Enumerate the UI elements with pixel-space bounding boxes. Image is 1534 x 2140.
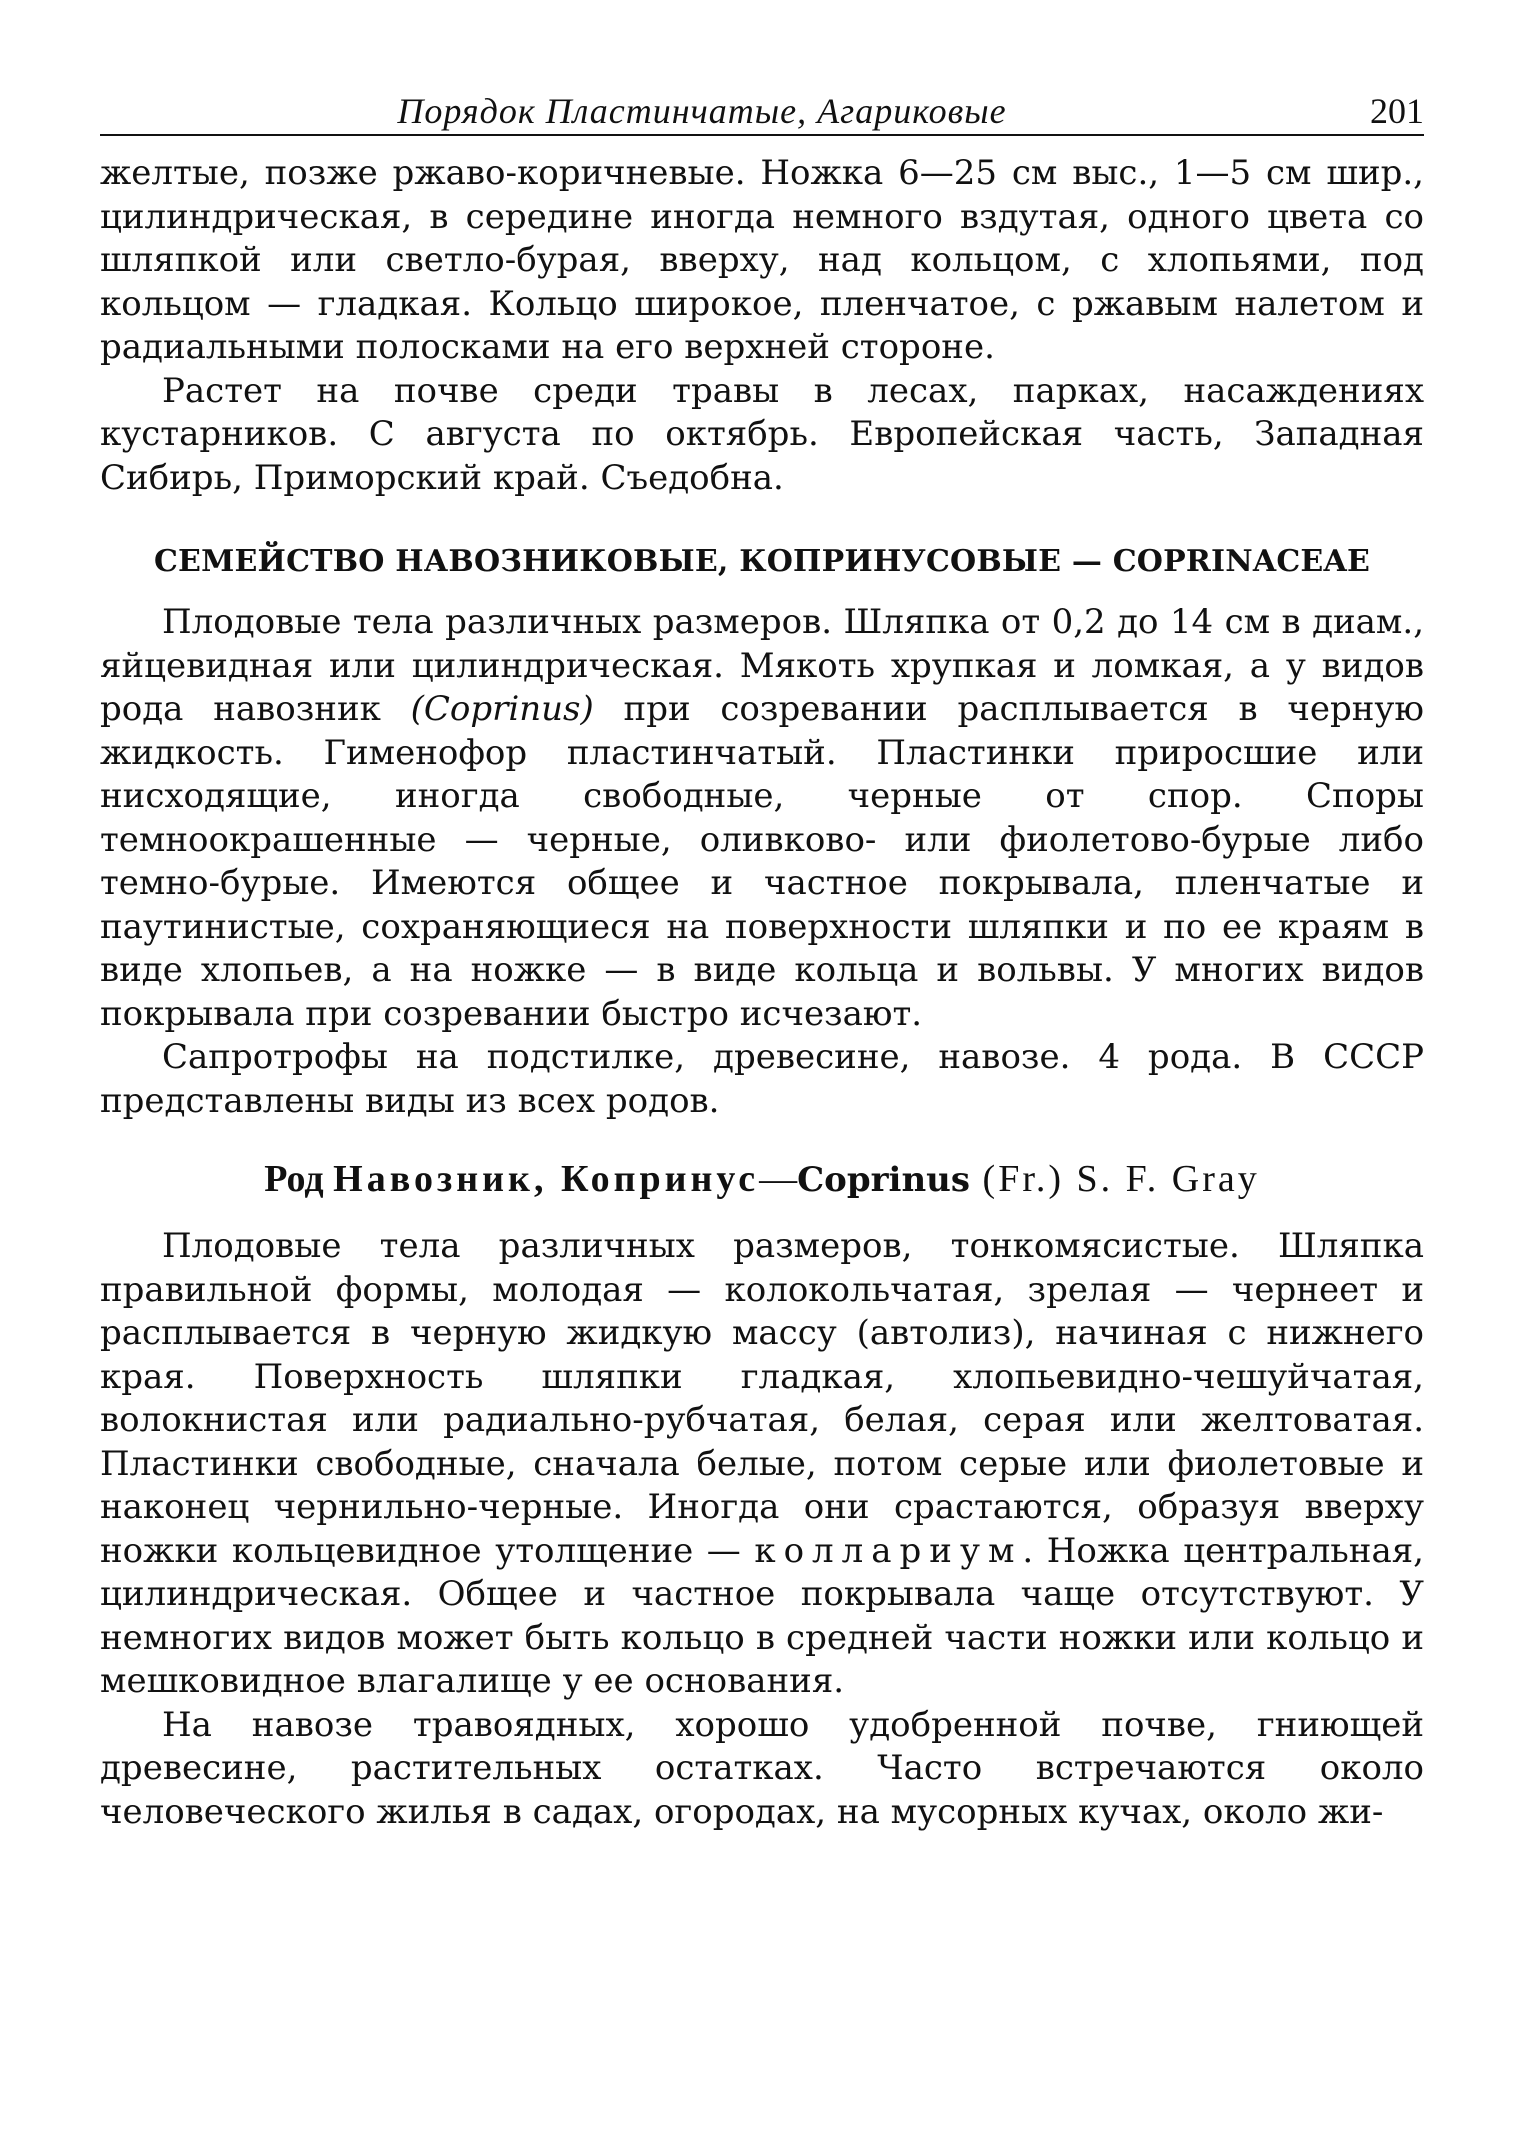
continued-paragraph: желтые, позже ржаво-коричневые. Ножка 6—25 см выс., 1—5 см шир., цилиндрическая, в середине иногда немного вздутая, одного цвета со шляпкой или светло-бурая, вверху, над кольцом, с хлопьями, под кольцом — гладкая. Кольцо широкое, пленчатое, с ржавым налетом и радиальными полосками на его верхней стороне.	[100, 153, 1424, 367]
genus-name: Навозник, Копринус	[333, 1158, 760, 1200]
genus-prefix: Род	[264, 1158, 334, 1200]
genus-heading	[100, 1157, 1424, 1201]
family-heading: СЕМЕЙСТВО НАВОЗНИКОВЫЕ, КОПРИНУСОВЫЕ — COPRINACEAE	[153, 544, 1371, 579]
genus-author: (Fr.) S. F. Gray	[970, 1158, 1260, 1200]
family-ecology: Сапротрофы на подстилке, древесине, навозе. 4 рода. В СССР представлены виды из всех родов.	[100, 1037, 1424, 1121]
page-number: 201	[1370, 91, 1424, 131]
genus-description	[100, 1225, 1424, 1704]
habitat-paragraph: Растет на почве среди травы в лесах, парках, насаждениях кустарников. С августа по октябрь. Европейская часть, Западная Сибирь, Приморский край. Съедобна.	[100, 370, 1424, 498]
genus-desc-text-1: Плодовые тела различных размеров, тонкомясистые. Шляпка правильной формы, молодая — колокольчатая, зрелая — чернеет и расплывается в черную жидкую массу (автолиз), начиная с нижнего края. Поверхность шляпки гладкая, хлопьевидно-чешуйчатая, волокнистая или радиально-рубчатая, белая, серая или желтоватая. Пластинки свободные, сначала белые, потом серые или фиолетовые и наконец чернильно-черные. Иногда они срастаются, образуя вверху ножки кольцевидное утолщение —	[100, 1226, 1424, 1571]
genus-dash: —	[759, 1158, 798, 1200]
running-title: Порядок Пластинчатые, Агариковые	[397, 91, 1007, 131]
family-desc-text-2: при созревании расплывается в черную жидкость. Гименофор пластинчатый. Пластинки приросшие или нисходящие, иногда свободные, черные от спор. Споры темноокрашенные — черные, оливково- или фиолетово-бурые либо темно-бурые. Имеются общее и частное покрывала, пленчатые и паутинистые, сохраняющиеся на поверхности шляпки и по ее краям в виде хлопьев, а на ножке — в виде кольца и вольвы. У многих видов покрывала при созревании быстро исчезают.	[100, 689, 1425, 1034]
family-description	[100, 601, 1424, 1036]
genus-latin-italic: (Coprinus)	[410, 689, 594, 729]
genus-desc-text-2: . Ножка центральная, цилиндрическая. Общее и частное покрывала чаще отсутствуют. У немногих видов может быть кольцо в средней части ножки или кольцо и мешковидное влагалище у ее основания.	[100, 1530, 1424, 1701]
running-header	[100, 88, 1424, 136]
collarium-term: коллариум	[754, 1530, 1023, 1571]
family-desc-text-1: Плодовые тела различных размеров. Шляпка от 0,2 до 14 см в диам., яйцевидная или цилиндрическая. Мякоть хрупкая и ломкая, а у видов рода навозник	[100, 602, 1424, 729]
genus-latin-name: Coprinus	[797, 1160, 971, 1200]
genus-habitat: На навозе травоядных, хорошо удобренной почве, гниющей древесине, растительных остатках. Часто встречаются около человеческого жилья в садах, огородах, на мусорных кучах, около жи-	[100, 1704, 1424, 1832]
book-page	[100, 88, 1424, 2078]
